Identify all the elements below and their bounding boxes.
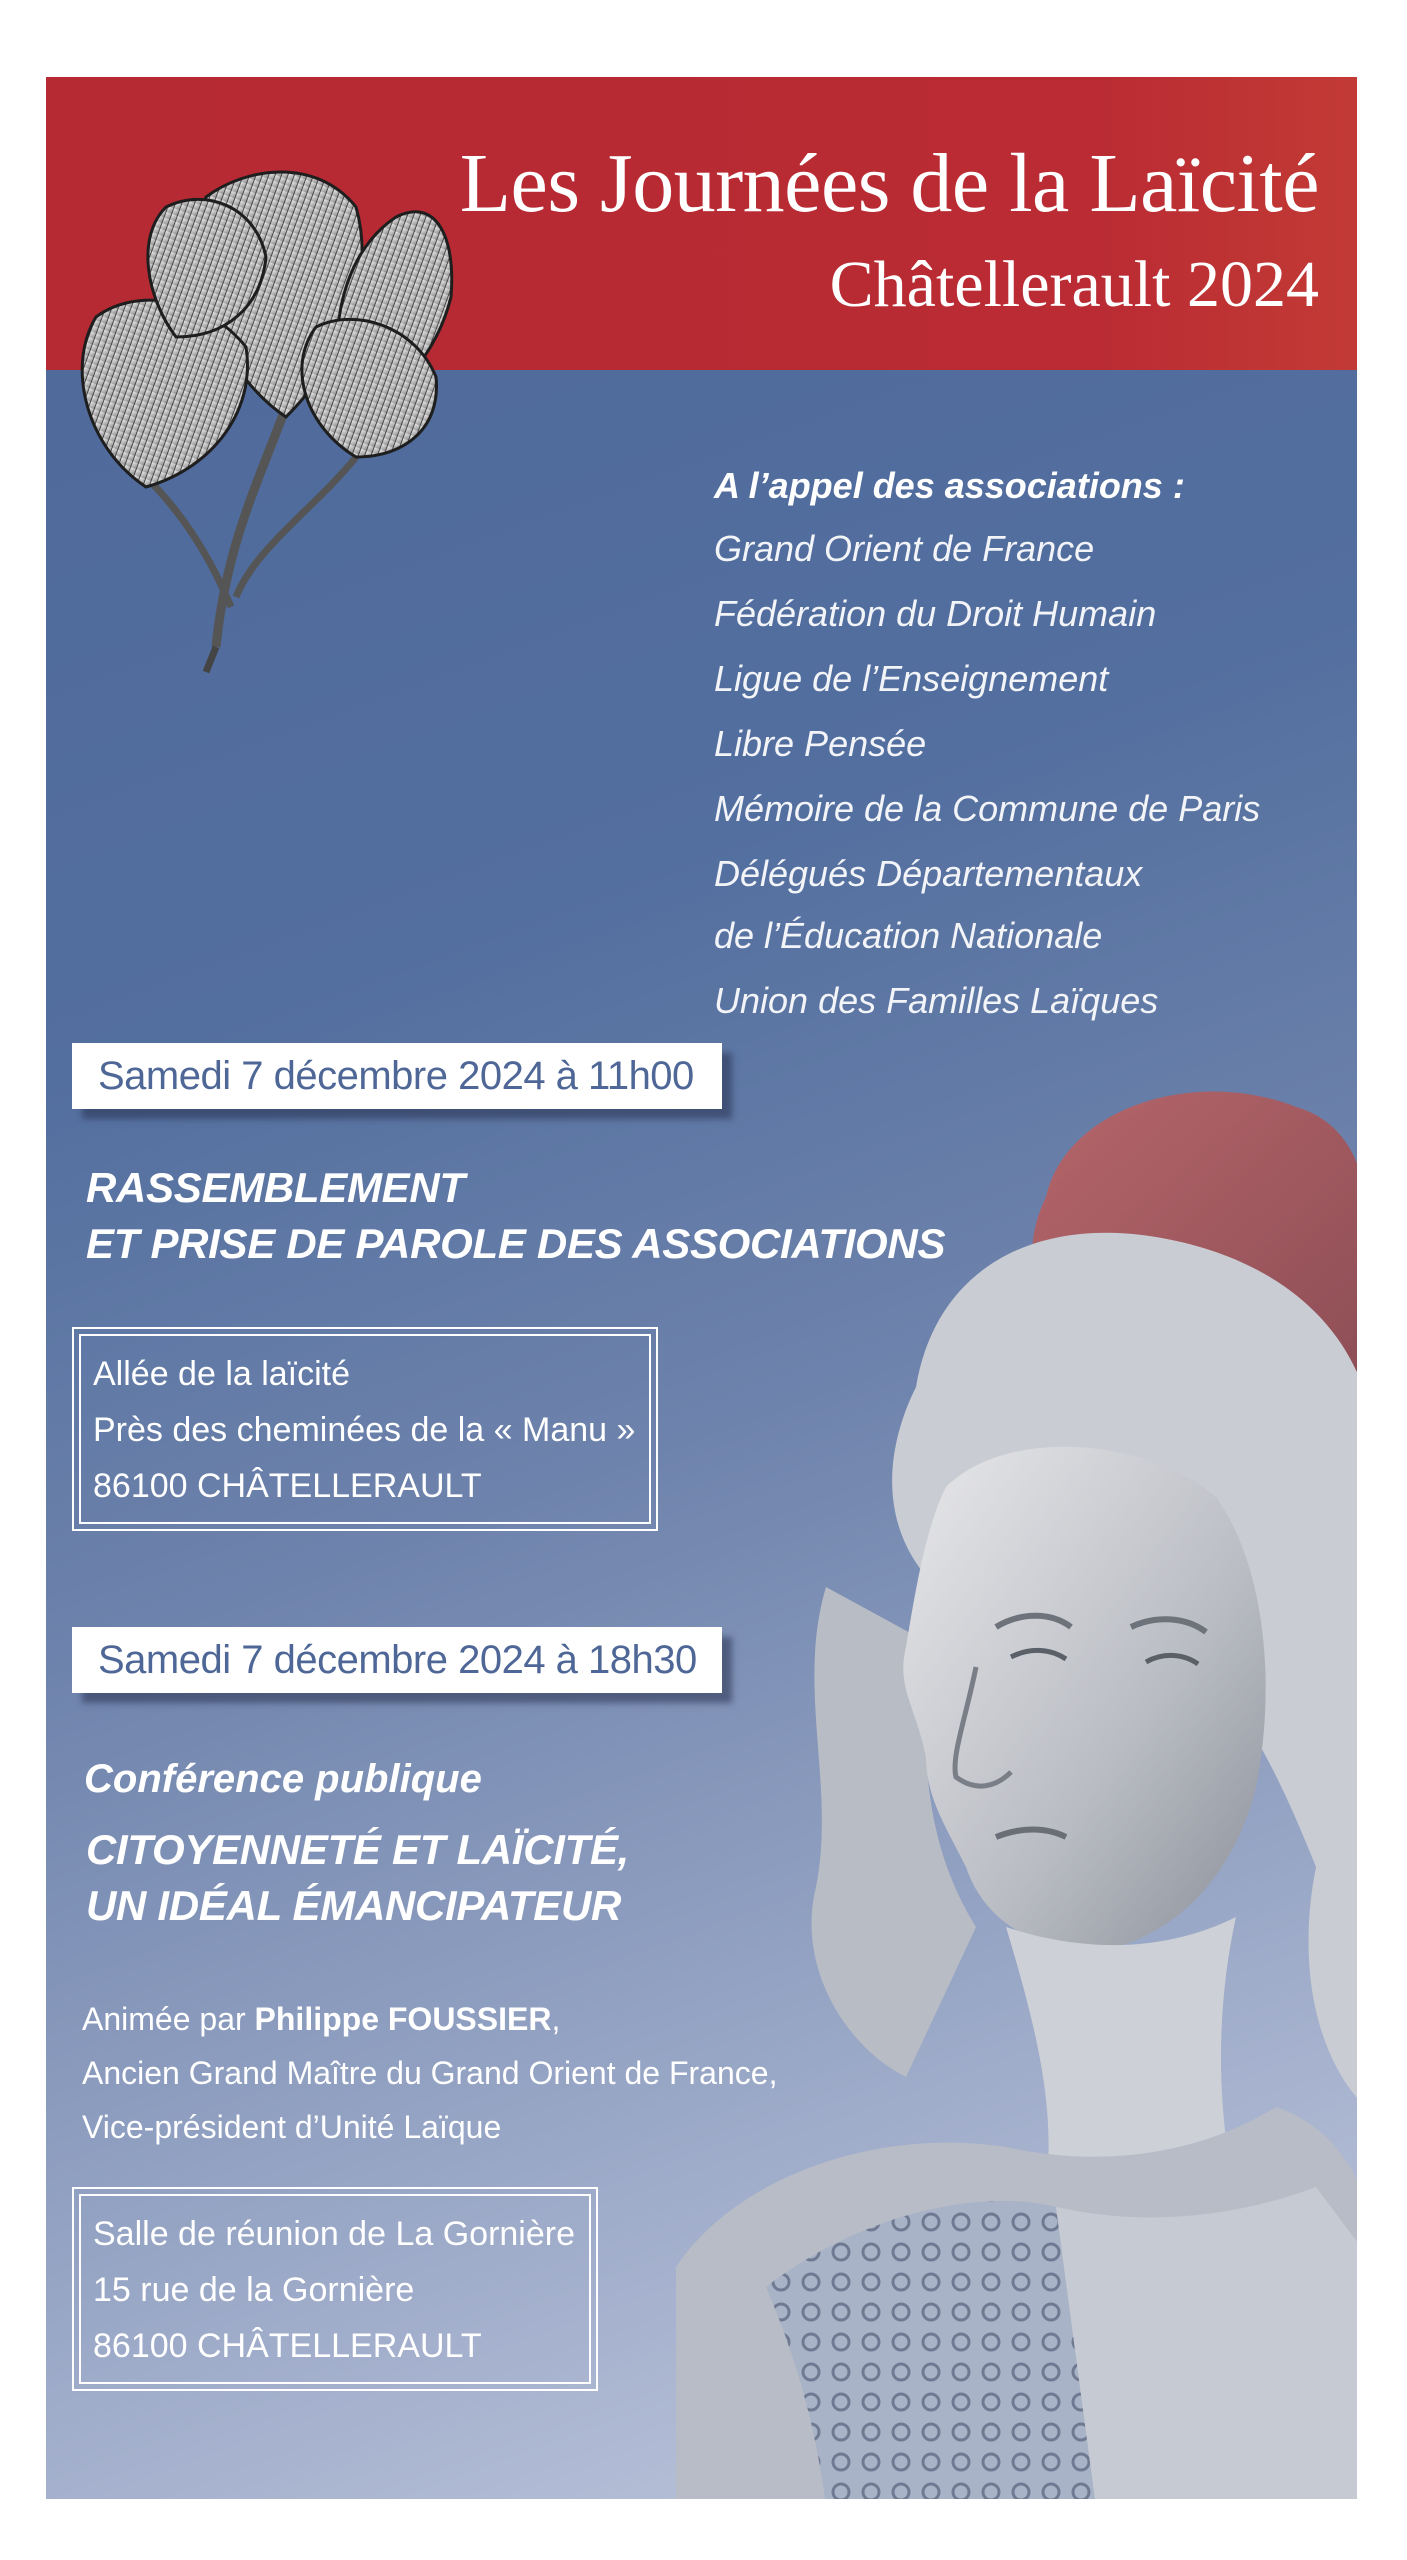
list-item: Ligue de l’Enseignement — [714, 658, 1109, 699]
marianne-bust-icon — [676, 1067, 1357, 2499]
ginkgo-leaves-icon — [56, 127, 476, 677]
list-item: Mémoire de la Commune de Paris — [714, 788, 1261, 829]
speaker-role: Ancien Grand Maître du Grand Orient de France, — [82, 2055, 778, 2091]
speaker-line — [82, 1992, 777, 2046]
event2-title-line2: UN IDÉAL ÉMANCIPATEUR — [86, 1882, 622, 1929]
page-title: Les Journées de la Laïcité — [459, 137, 1319, 230]
event1-title-line2: ET PRISE DE PAROLE DES ASSOCIATIONS — [86, 1220, 946, 1267]
address-line: 15 rue de la Gornière — [93, 2271, 415, 2309]
speaker-suffix: , — [551, 2001, 561, 2037]
speaker-info — [82, 1992, 777, 2154]
event2-title — [86, 1822, 629, 1934]
address-line: 86100 CHÂTELLERAULT — [93, 1467, 482, 1505]
list-item: de l’Éducation Nationale — [714, 915, 1103, 956]
event2-title-line1: CITOYENNETÉ ET LAÏCITÉ, — [86, 1826, 630, 1873]
event2-label: Conférence publique — [84, 1757, 482, 1801]
event1-address — [79, 1334, 651, 1524]
speaker-name: Philippe FOUSSIER — [254, 2001, 552, 2037]
event1-title-line1: RASSEMBLEMENT — [86, 1164, 465, 1211]
poster — [46, 77, 1357, 2499]
list-item: Délégués Départementaux — [714, 853, 1143, 894]
event2-address-box — [72, 2187, 598, 2391]
list-item: Fédération du Droit Humain — [714, 593, 1157, 634]
list-item: Union des Familles Laïques — [714, 980, 1159, 1021]
event1-date: Samedi 7 décembre 2024 à 11h00 — [72, 1043, 722, 1109]
address-line: Près des cheminées de la « Manu » — [93, 1411, 636, 1449]
page-subtitle: Châtellerault 2024 — [829, 248, 1319, 321]
event2-date: Samedi 7 décembre 2024 à 18h30 — [72, 1627, 722, 1693]
event1-address-box — [72, 1327, 658, 1531]
associations-list — [714, 523, 1334, 1040]
address-line: Salle de réunion de La Gornière — [93, 2215, 575, 2253]
address-line: Allée de la laïcité — [93, 1355, 351, 1393]
event2-address — [79, 2194, 591, 2384]
associations-block — [714, 465, 1334, 1040]
event1-title — [86, 1160, 945, 1272]
address-line: 86100 CHÂTELLERAULT — [93, 2327, 482, 2365]
speaker-prefix: Animée par — [82, 2001, 255, 2037]
list-item: Grand Orient de France — [714, 528, 1095, 569]
speaker-role: Vice-président d’Unité Laïque — [82, 2109, 502, 2145]
list-item: Libre Pensée — [714, 723, 927, 764]
associations-heading: A l’appel des associations : — [714, 465, 1185, 506]
